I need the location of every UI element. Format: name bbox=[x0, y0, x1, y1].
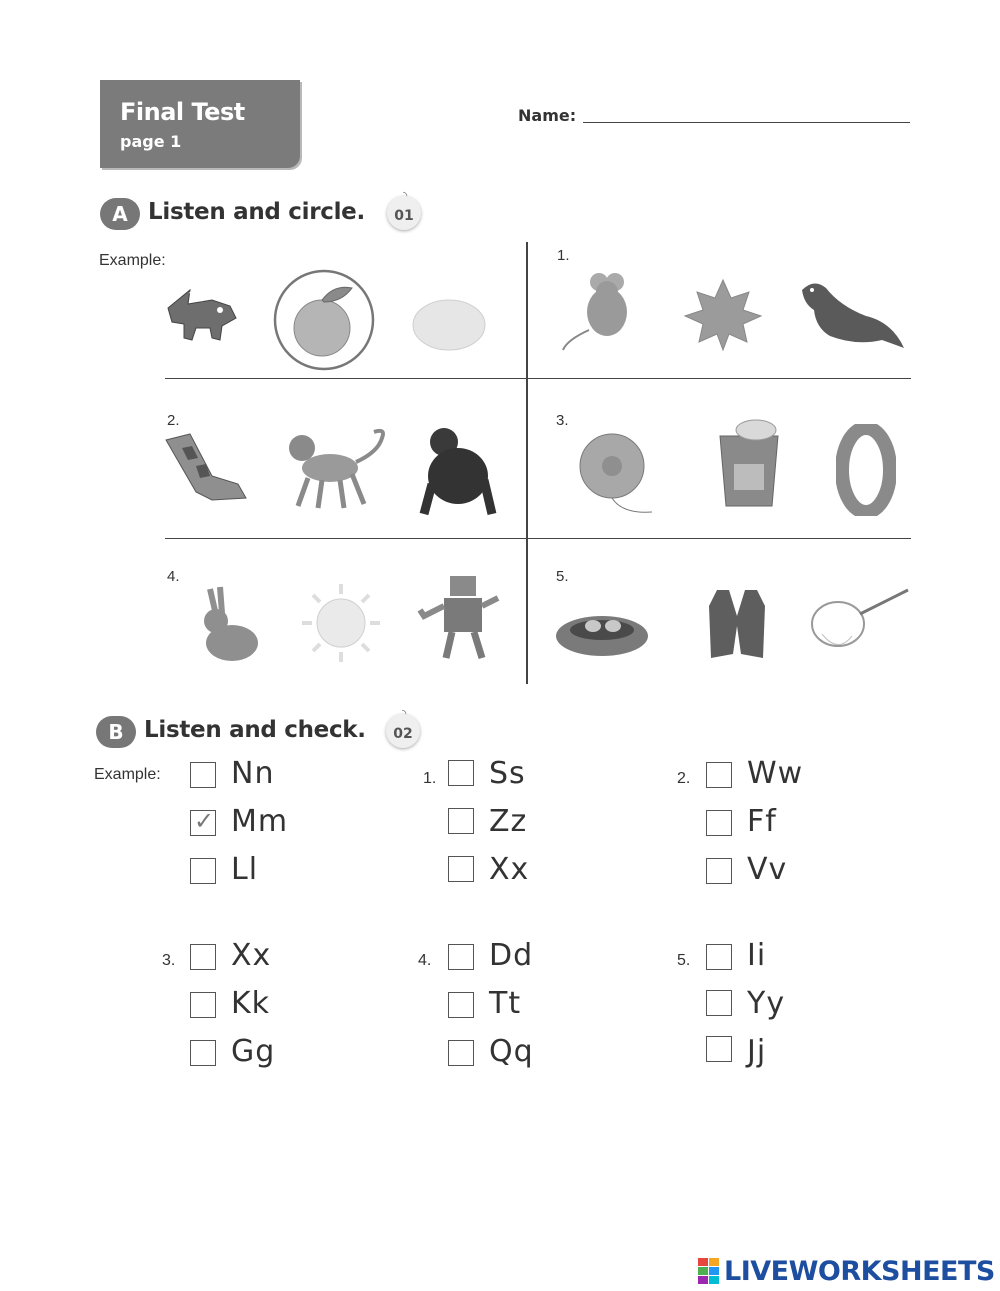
test-title-box bbox=[100, 80, 300, 168]
checkbox-checked[interactable] bbox=[190, 807, 216, 836]
grid-divider bbox=[165, 538, 911, 539]
track-number: 01 bbox=[394, 208, 414, 224]
grid-divider bbox=[526, 242, 528, 684]
lemon-picture[interactable] bbox=[408, 296, 490, 354]
vest-picture[interactable] bbox=[705, 586, 769, 662]
section-b-title: Listen and check. bbox=[144, 717, 366, 743]
letter-option: Qq bbox=[489, 1034, 534, 1069]
yo-yo-picture[interactable] bbox=[572, 428, 664, 518]
audio-track-icon[interactable]: ◝ 01 bbox=[387, 196, 421, 230]
letter-option: Ll bbox=[231, 852, 259, 887]
item-number: 2. bbox=[167, 412, 180, 429]
item-number: 3. bbox=[162, 952, 176, 969]
checkbox[interactable] bbox=[448, 856, 474, 882]
track-number: 02 bbox=[393, 726, 413, 742]
checkbox[interactable] bbox=[190, 992, 216, 1018]
item-number: 4. bbox=[418, 952, 432, 969]
section-a-title: Listen and circle. bbox=[148, 199, 365, 225]
checkbox[interactable] bbox=[190, 1040, 216, 1066]
alligator-picture[interactable] bbox=[160, 278, 242, 360]
letter-option: Ff bbox=[747, 804, 777, 839]
net-picture[interactable] bbox=[808, 584, 912, 656]
logo-blocks-icon bbox=[698, 1258, 720, 1284]
nest-picture[interactable] bbox=[553, 608, 651, 660]
example-label: Example: bbox=[94, 766, 161, 783]
letter-option: Nn bbox=[231, 756, 275, 791]
letter-option: Kk bbox=[231, 986, 271, 1021]
checkbox[interactable] bbox=[448, 760, 474, 786]
letter-option: Ii bbox=[747, 938, 767, 973]
letter-option: Gg bbox=[231, 1034, 276, 1069]
checkbox[interactable] bbox=[706, 944, 732, 970]
checkbox[interactable] bbox=[190, 858, 216, 884]
name-field[interactable] bbox=[583, 122, 910, 123]
checkbox[interactable] bbox=[448, 944, 474, 970]
peach-picture[interactable] bbox=[272, 268, 376, 372]
leaf-picture[interactable] bbox=[683, 276, 763, 352]
seal-picture[interactable] bbox=[796, 276, 910, 356]
name-label: Name: bbox=[518, 106, 577, 125]
checkbox[interactable] bbox=[448, 992, 474, 1018]
checkbox[interactable] bbox=[706, 810, 732, 836]
audio-track-icon[interactable]: ◝ 02 bbox=[386, 714, 420, 748]
checkbox[interactable] bbox=[190, 762, 216, 788]
letter-option: Tt bbox=[489, 986, 522, 1021]
checkbox[interactable] bbox=[448, 808, 474, 834]
item-number: 5. bbox=[677, 952, 691, 969]
item-number: 1. bbox=[423, 770, 437, 787]
test-subtitle: page 1 bbox=[120, 132, 182, 151]
gorilla-picture[interactable] bbox=[414, 424, 498, 516]
check-mark-icon: ✓ bbox=[194, 807, 215, 835]
letter-o-ring-picture[interactable] bbox=[836, 424, 896, 516]
letter-option: Xx bbox=[231, 938, 272, 973]
section-a-badge: A bbox=[100, 198, 140, 230]
item-number: 4. bbox=[167, 568, 180, 585]
item-number: 5. bbox=[556, 568, 569, 585]
rabbit-picture[interactable] bbox=[188, 585, 264, 665]
section-b-badge: B bbox=[96, 716, 136, 748]
letter-option: Zz bbox=[489, 804, 528, 839]
checkbox[interactable] bbox=[448, 1040, 474, 1066]
letter-option: Dd bbox=[489, 938, 534, 973]
checkbox[interactable] bbox=[706, 858, 732, 884]
item-number: 1. bbox=[557, 247, 570, 264]
test-title: Final Test bbox=[120, 98, 245, 126]
jam-jar-picture[interactable] bbox=[712, 418, 786, 510]
letter-option: Yy bbox=[747, 986, 786, 1021]
letter-option: Vv bbox=[747, 852, 788, 887]
logo-text: LIVEWORKSHEETS bbox=[724, 1256, 995, 1287]
mouse-picture[interactable] bbox=[557, 270, 647, 352]
item-number: 2. bbox=[677, 770, 691, 787]
checkbox[interactable] bbox=[706, 990, 732, 1016]
grid-divider bbox=[165, 378, 911, 379]
checkbox[interactable] bbox=[706, 1036, 732, 1062]
letter-option: Xx bbox=[489, 852, 530, 887]
letter-option: Ss bbox=[489, 756, 526, 791]
example-label: Example: bbox=[99, 252, 166, 269]
checkbox[interactable] bbox=[190, 944, 216, 970]
sun-picture[interactable] bbox=[300, 582, 382, 664]
letter-option: Mm bbox=[231, 804, 289, 839]
letter-option: Ww bbox=[747, 756, 804, 791]
monkey-picture[interactable] bbox=[278, 426, 390, 516]
letter-option: Jj bbox=[747, 1034, 767, 1069]
item-number: 3. bbox=[556, 412, 569, 429]
robot-picture[interactable] bbox=[414, 566, 504, 664]
socks-picture[interactable] bbox=[160, 426, 254, 506]
checkbox[interactable] bbox=[706, 762, 732, 788]
